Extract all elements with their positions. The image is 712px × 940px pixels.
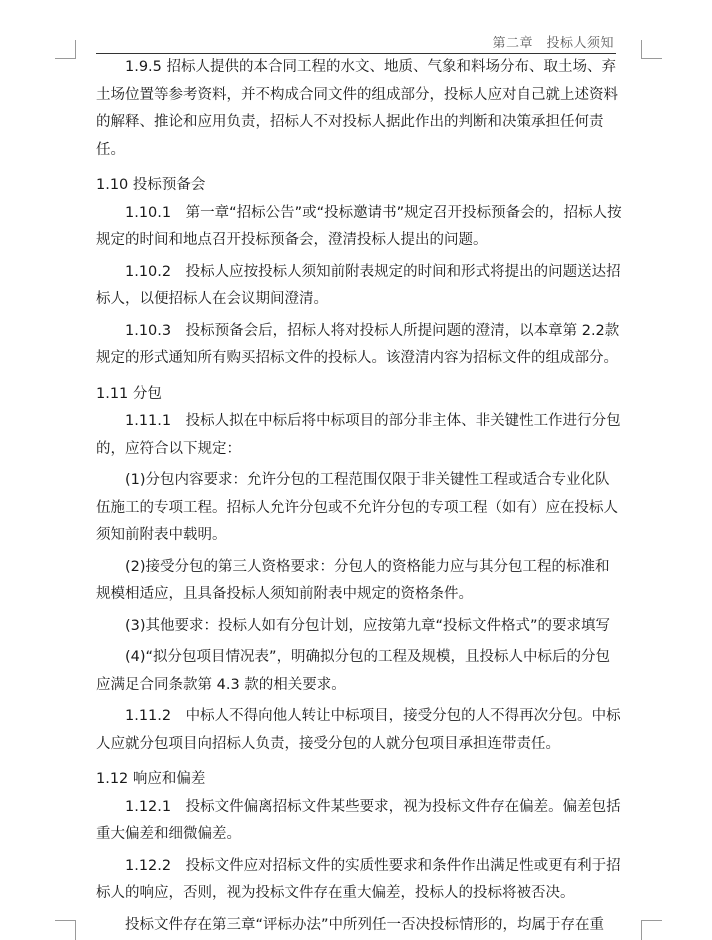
document-body (96, 54, 624, 939)
paragraph-1-12-2: 1.12.2 投标文件应对招标文件的实质性要求和条件作出满足性或更有利于招标人的响应，否则，视为投标文件存在重大偏差，投标人的投标将被否决。 (96, 857, 621, 901)
paragraph-1-9-5: 1.9.5 招标人提供的本合同工程的水文、地质、气象和料场分布、取土场、弃土场位置等参考资料，并不构成合同文件的组成部分，投标人应对自己就上述资料的解释、推论和应用负责，招标人不对投标人据此作出的判断和决策承担任何责任。 (96, 59, 618, 158)
heading-1-12: 1.12 响应和偏差 (96, 771, 206, 787)
crop-mark-bottom-right (641, 920, 662, 940)
crop-mark-top-right (641, 40, 662, 59)
paragraph-1-11-2: 1.11.2 中标人不得向他人转让中标项目，接受分包的人不得再次分包。中标人应就分包项目向招标人负责，接受分包的人就分包项目承担连带责任。 (96, 708, 621, 752)
paragraph-1-11-1: 1.11.1 投标人拟在中标后将中标项目的部分非主体、非关键性工作进行分包的，应符合以下规定： (96, 413, 621, 457)
list-item-4: (4)“拟分包项目情况表”，明确拟分包的工程及规模，且投标人中标后的分包应满足合同条款第 4.3 款的相关要求。 (96, 649, 611, 693)
running-header: 第二章 投标人须知 (492, 36, 614, 51)
paragraph-final: 投标文件存在第三章“评标办法”中所列任一否决投标情形的，均属于存在重 (125, 916, 605, 933)
crop-mark-top-left (55, 40, 76, 59)
list-item-2: (2)接受分包的第三人资格要求：分包人的资格能力应与其分包工程的标准和规模相适应，且具备投标人须知前附表中规定的资格条件。 (96, 558, 610, 602)
paragraph-1-12-1: 1.12.1 投标文件偏离招标文件某些要求，视为投标文件存在偏差。偏差包括重大偏差和细微偏差。 (96, 798, 621, 842)
heading-1-10: 1.10 投标预备会 (96, 177, 206, 193)
crop-mark-bottom-left (55, 920, 76, 940)
list-item-3: (3)其他要求：投标人如有分包计划，应按第九章“投标文件格式”的要求填写 (125, 617, 611, 634)
heading-1-11: 1.11 分包 (96, 385, 162, 402)
list-item-1: (1)分包内容要求：允许分包的工程范围仅限于非关键性工程或适合专业化队伍施工的专项工程。招标人允许分包或不允许分包的专项工程（如有）应在投标人须知前附表中载明。 (96, 472, 618, 543)
paragraph-1-10-3: 1.10.3 投标预备会后，招标人将对投标人所提问题的澄清，以本章第 2.2款规定的形式通知所有购买招标文件的投标人。该澄清内容为招标文件的组成部分。 (96, 322, 620, 366)
paragraph-1-10-2: 1.10.2 投标人应按投标人须知前附表规定的时间和形式将提出的问题送达招标人，以便招标人在会议期间澄清。 (96, 263, 621, 307)
paragraph-1-10-1: 1.10.1 第一章“招标公告”或“投标邀请书”规定召开投标预备会的，招标人按规定的时间和地点召开投标预备会，澄清投标人提出的问题。 (96, 204, 622, 248)
